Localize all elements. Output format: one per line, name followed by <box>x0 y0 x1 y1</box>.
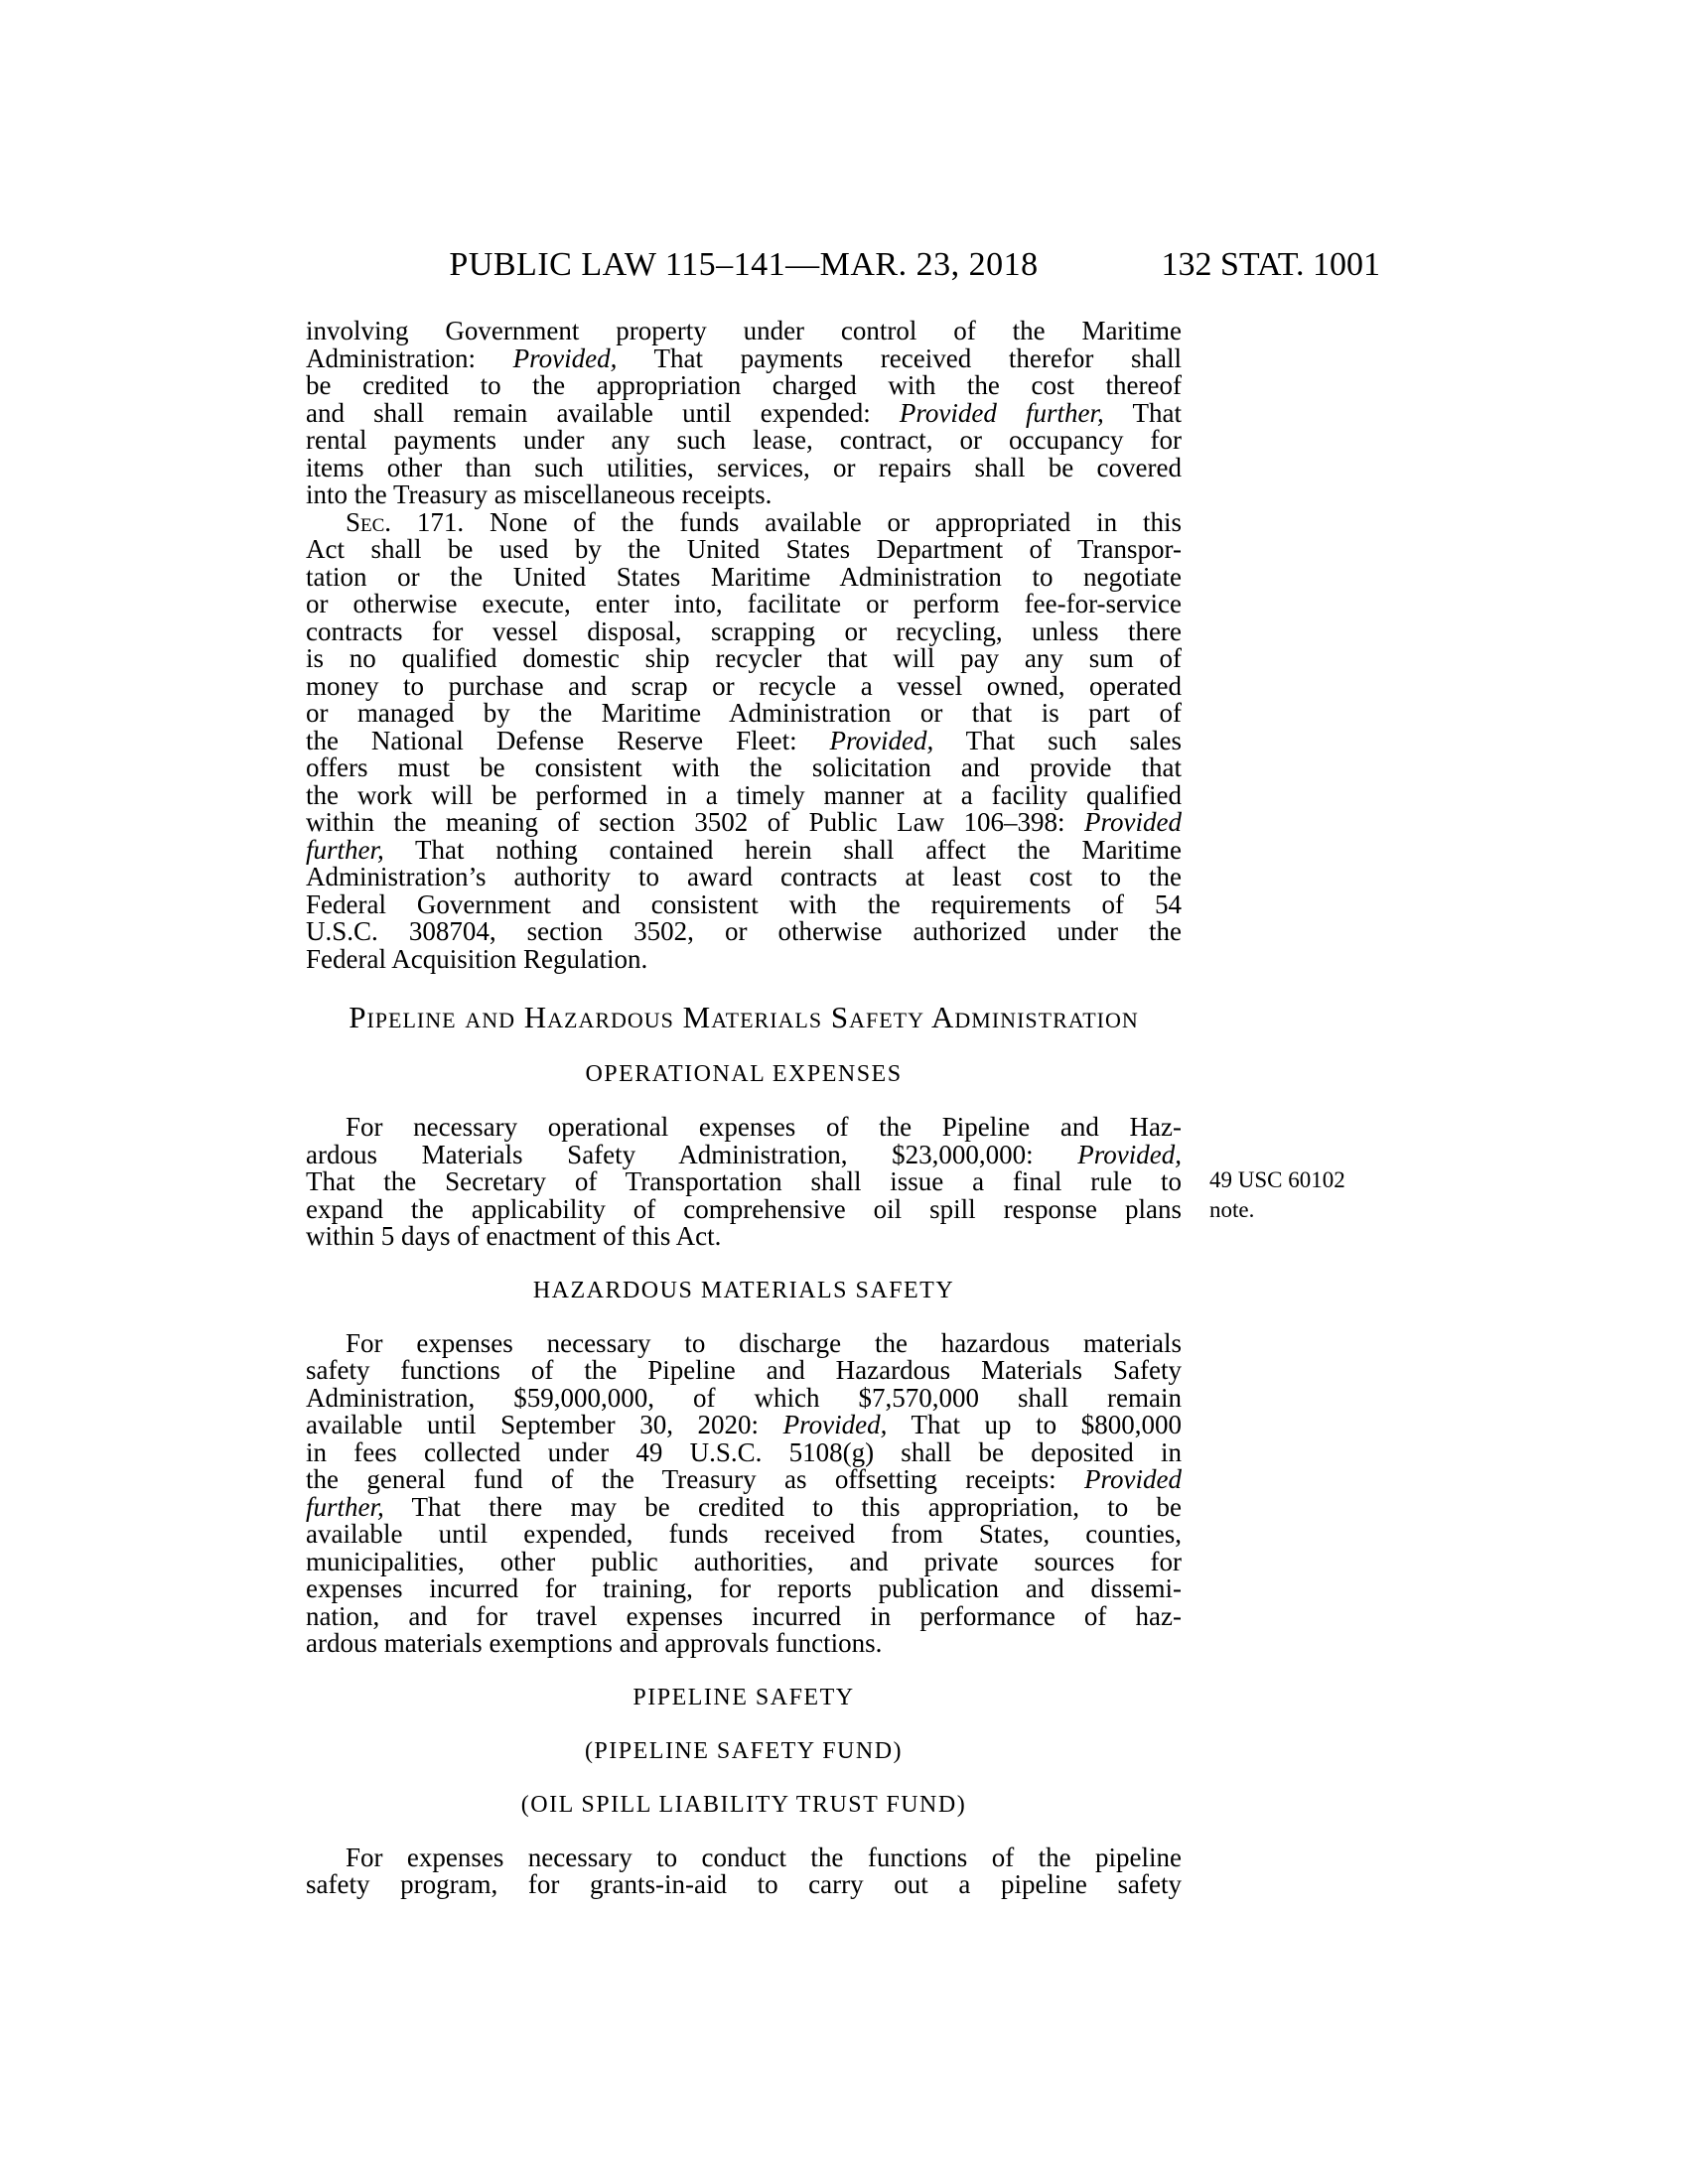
text-line <box>306 427 1182 455</box>
text-line <box>306 1193 1182 1224</box>
margin-note-note-word: note. <box>1209 1197 1255 1222</box>
body-text: the general fund of the Treasury as offsetting receipts: <box>306 1464 1085 1494</box>
subsection-heading: HAZARDOUS MATERIALS SAFETY <box>532 1277 955 1303</box>
text-line <box>306 809 1182 837</box>
text-line <box>306 725 1182 755</box>
body-text: tation or the United States Maritime Administration to negotiate <box>306 561 1182 592</box>
body-text: U.S.C. 308704, section 3502, or otherwise authorized under the <box>306 916 1182 946</box>
body-text: expenses incurred for training, for reports publication and dissemi- <box>306 1573 1182 1603</box>
text-line <box>306 1139 1182 1169</box>
body-text: That nothing contained herein shall affect the Maritime <box>383 834 1182 865</box>
text-line <box>306 864 1182 891</box>
text-line <box>306 1436 1182 1467</box>
body-text: is no qualified domestic ship recycler that will pay any sum of <box>306 643 1182 673</box>
body-text: or otherwise execute, enter into, facilitate or perform fee-for-service <box>306 589 1182 618</box>
body-text: be credited to the appropriation charged with the cost thereof <box>306 370 1182 400</box>
subsection-heading: PIPELINE SAFETY <box>633 1684 855 1710</box>
body-text: in fees collected under 49 U.S.C. 5108(g) shall be deposited in <box>306 1436 1182 1467</box>
body-text: available until expended, funds received from States, counties, <box>306 1519 1182 1549</box>
italic-text: further, <box>306 1491 384 1522</box>
italic-text: Provided, <box>512 342 618 373</box>
text-line <box>306 561 1182 592</box>
paragraph <box>306 1114 1182 1251</box>
paragraph <box>306 506 1182 974</box>
body-text: and shall remain available until expended: <box>306 397 900 428</box>
italic-text: further, <box>306 834 384 865</box>
margin-note-citation: 49 USC 60102 <box>1209 1167 1345 1192</box>
body-text: That such sales <box>933 725 1182 755</box>
body-text: within the meaning of section 3502 of Public Law 106–398: <box>306 807 1085 837</box>
body-text: safety program, for grants-in-aid to carry out a pipeline safety <box>306 1869 1182 1899</box>
body-text: offers must be consistent with the solicitation and provide that <box>306 752 1182 782</box>
paragraph <box>306 1844 1182 1899</box>
italic-text: Provided <box>1084 807 1182 837</box>
subsection-heading: (PIPELINE SAFETY FUND) <box>584 1737 904 1764</box>
margin-note <box>1209 1165 1398 1225</box>
body-text: ardous Materials Safety Administration, $23,000,000: <box>306 1139 1078 1169</box>
subsection-heading: OPERATIONAL EXPENSES <box>585 1061 903 1087</box>
body-text: Administration, $59,000,000, of which $7,570,000 shall remain <box>306 1382 1182 1413</box>
text-line <box>306 1357 1182 1385</box>
text-line <box>306 615 1182 646</box>
body-text: expand the applicability of comprehensive oil spill response plans <box>306 1193 1182 1224</box>
text-line <box>306 1223 1182 1251</box>
text-line <box>306 591 1182 618</box>
text-line <box>306 1466 1182 1494</box>
body-text: Act shall be used by the United States Department of Transpor- <box>306 534 1182 564</box>
body-text: For expenses necessary to conduct the functions of the pipeline <box>346 1842 1182 1872</box>
text-line <box>306 536 1182 564</box>
paragraph <box>306 1327 1182 1658</box>
text-line <box>306 834 1182 865</box>
italic-text: Provided <box>1084 1464 1182 1494</box>
body-text: That the Secretary of Transportation shall issue a final rule to <box>306 1166 1182 1196</box>
body-text: items other than such utilities, services, or repairs shall be covered <box>306 452 1182 482</box>
body-text: within 5 days of enactment of this Act. <box>306 1221 722 1251</box>
text-line <box>306 1546 1182 1576</box>
body-text: 171. None of the funds available or appropriated in this <box>391 506 1182 537</box>
text-line <box>306 943 1182 974</box>
body-column <box>306 318 1182 1899</box>
text-line <box>306 1382 1182 1413</box>
text-line <box>306 754 1182 782</box>
body-text: For expenses necessary to discharge the hazardous materials <box>346 1327 1182 1358</box>
body-text: Federal Acquisition Regulation. <box>306 943 648 974</box>
text-line <box>306 1114 1182 1142</box>
body-text: the National Defense Reserve Fleet: <box>306 725 830 755</box>
text-line <box>306 1491 1182 1522</box>
text-line <box>306 481 1182 509</box>
text-line <box>306 918 1182 946</box>
body-text: Administration: <box>306 342 513 373</box>
subsection-heading: (OIL SPILL LIABILITY TRUST FUND) <box>520 1791 967 1818</box>
text-line <box>306 1844 1182 1872</box>
section-heading: Pipeline and Hazardous Materials Safety Administration <box>349 1000 1139 1034</box>
text-line <box>306 645 1182 673</box>
body-text: That payments received therefor shall <box>617 342 1182 373</box>
body-text: That <box>1103 397 1182 428</box>
body-text: money to purchase and scrap or recycle a vessel owned, operated <box>306 670 1182 701</box>
body-text: ardous materials exemptions and approvals functions. <box>306 1628 883 1658</box>
body-text: contracts for vessel disposal, scrapping or recycling, unless there <box>306 615 1182 646</box>
body-text: safety functions of the Pipeline and Hazardous Materials Safety <box>306 1355 1182 1385</box>
body-text: Administration’s authority to award contracts at least cost to the <box>306 862 1182 891</box>
body-text: Federal Government and consistent with the requirements of 54 <box>306 888 1182 919</box>
italic-text: Provided, <box>829 725 934 755</box>
text-line <box>306 1630 1182 1658</box>
smallcaps-text: Sec. <box>346 506 392 537</box>
text-line <box>306 1412 1182 1439</box>
body-text: That up to $800,000 <box>887 1410 1182 1439</box>
body-text: available until September 30, 2020: <box>306 1410 783 1439</box>
text-line <box>306 1327 1182 1358</box>
text-line <box>306 670 1182 701</box>
body-text: the work will be performed in a timely manner at a facility qualified <box>306 779 1182 810</box>
text-line <box>306 779 1182 810</box>
text-line <box>306 397 1182 428</box>
text-line <box>306 1871 1182 1899</box>
text-line <box>306 1168 1182 1196</box>
text-line <box>306 888 1182 919</box>
paragraph <box>306 318 1182 509</box>
italic-text: Provided further, <box>899 397 1104 428</box>
page-header-stat-number: 132 STAT. 1001 <box>1161 246 1380 283</box>
page-header-law-title: PUBLIC LAW 115–141—MAR. 23, 2018 <box>449 246 1039 283</box>
text-line <box>306 452 1182 482</box>
italic-text: Provided, <box>782 1410 888 1439</box>
text-line <box>306 700 1182 728</box>
body-text: For necessary operational expenses of the Pipeline and Haz- <box>346 1112 1182 1142</box>
body-text: municipalities, other public authorities, and private sources for <box>306 1546 1182 1576</box>
italic-text: Provided, <box>1077 1139 1182 1169</box>
body-text: involving Government property under control of the Maritime <box>306 316 1182 345</box>
text-line <box>306 1521 1182 1549</box>
text-line <box>306 318 1182 345</box>
text-line <box>306 506 1182 537</box>
body-text: nation, and for travel expenses incurred in performance of haz- <box>306 1600 1182 1631</box>
text-line <box>306 342 1182 373</box>
text-line <box>306 1575 1182 1603</box>
body-text: into the Treasury as miscellaneous receipts. <box>306 479 773 509</box>
body-text: That there may be credited to this appropriation, to be <box>383 1491 1182 1522</box>
body-text: rental payments under any such lease, contract, or occupancy for <box>306 425 1182 455</box>
text-line <box>306 372 1182 400</box>
body-text: or managed by the Maritime Administration or that is part of <box>306 698 1182 728</box>
text-line <box>306 1600 1182 1631</box>
